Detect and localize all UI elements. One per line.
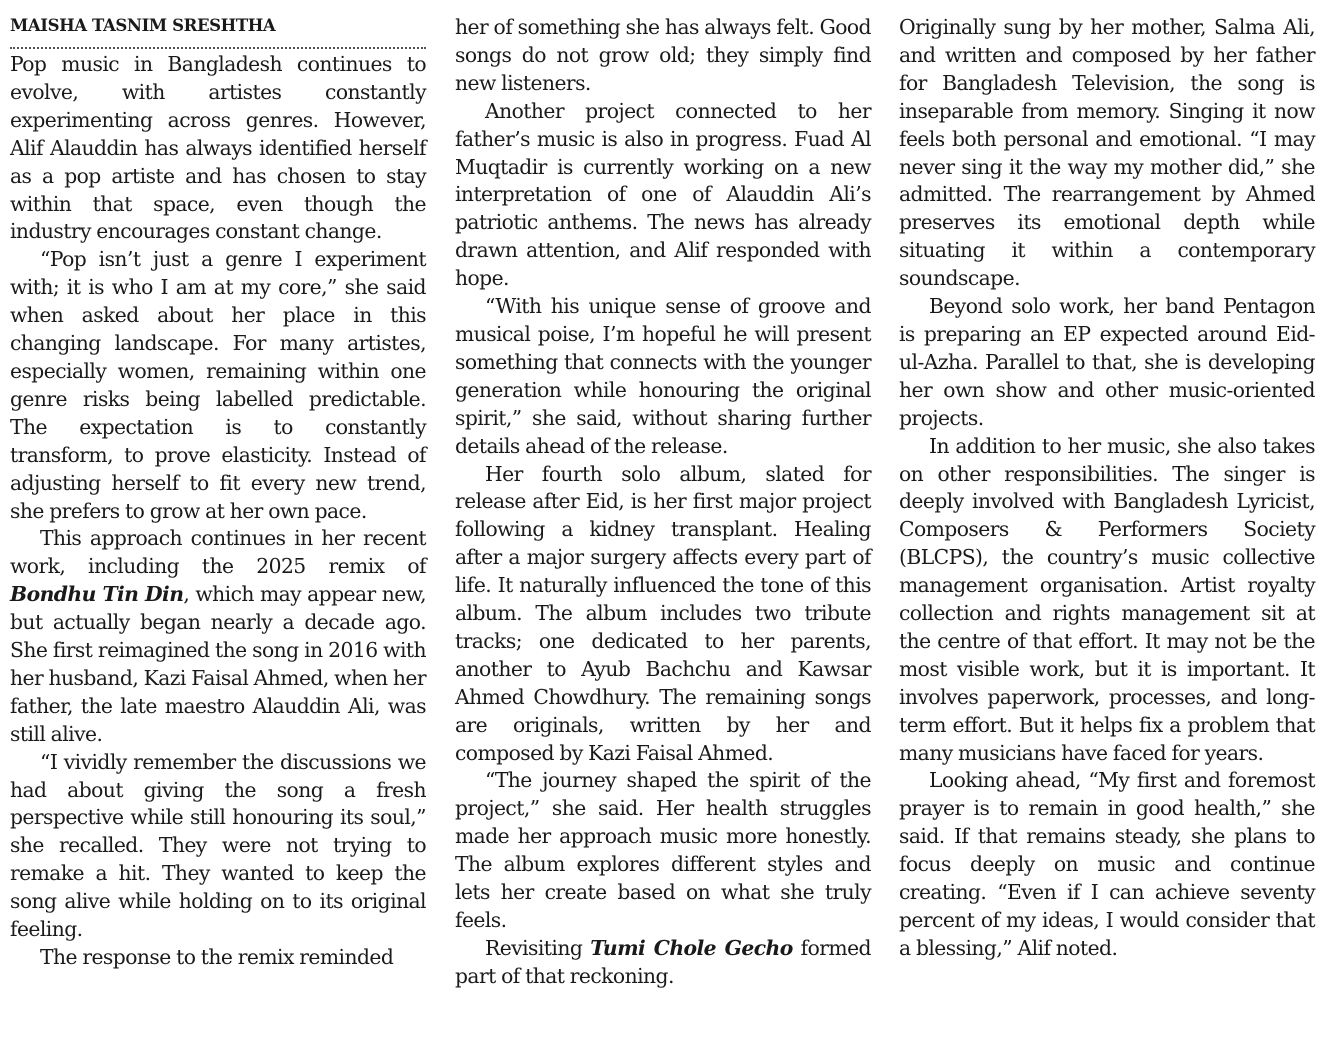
paragraph: “Pop isn’t just a genre I experiment with; it is who I am at my core,” she said when asked about her place in this changing landscape. For many artistes, especially women, remaining within one genre risks being labelled predictable. The expectation is to constantly transform, to prove elasticity. Instead of adjusting herself to fit every new trend, she prefers to grow at her own pace. [10,247,426,523]
paragraph-text: Revisiting [485,935,591,960]
paragraph: “With his unique sense of groove and musical poise, I’m hopeful he will present something that connects with the younger generation while honouring the original spirit,” she said, without sharing further details ahead of the release. [455,294,871,458]
article-column-2 [455,14,871,991]
byline: MAISHA TASNIM SRESHTHA [10,14,426,49]
paragraph [10,525,426,748]
song-title: Tumi Chole Gecho [590,935,793,960]
paragraph: Beyond solo work, her band Pentagon is preparing an EP expected around Eid-ul-Azha. Parallel to that, she is developing her own show and other music-oriented projects. [899,294,1315,430]
paragraph-text: , which may appear new, but actually began nearly a decade ago. She first reimagined the song in 2016 with her husband, Kazi Faisal Ahmed, when her father, the late maestro Alauddin Ali, was still alive. [10,582,426,746]
paragraph: Her fourth solo album, slated for release after Eid, is her first major project following a kidney transplant. Healing after a major surgery affects every part of life. It naturally influenced the tone of this album. The album includes two tribute tracks; one dedicated to her parents, another to Ayub Bachchu and Kawsar Ahmed Chowdhury. The remaining songs are originals, written by her and composed by Kazi Faisal Ahmed. [455,461,871,765]
paragraph [455,935,871,991]
paragraph: Another project connected to her father’s music is also in progress. Fuad Al Muqtadir is currently working on a new interpretation of one of Alauddin Ali’s patriotic anthems. The news has already drawn attention, and Alif responded with hope. [455,98,871,291]
article-column-1 [10,14,426,972]
paragraph: Pop music in Bangladesh continues to evolve, with artistes constantly experimenting across genres. However, Alif Alauddin has always identified herself as a pop artiste and has chosen to stay within that space, even though the industry encourages constant change. [10,52,426,244]
paragraph-text: formed part of that reckoning. [455,935,871,988]
paragraph: “The journey shaped the spirit of the project,” she said. Her health struggles made her approach music more honestly. The album explores different styles and lets her create based on what she truly feels. [455,768,871,932]
paragraph: her of something she has always felt. Good songs do not grow old; they simply find new listeners. [455,15,871,95]
song-title: Bondhu Tin Din [10,582,184,607]
paragraph: “I vividly remember the discussions we had about giving the song a fresh perspective while still honouring its soul,” she recalled. They were not trying to remake a hit. They wanted to keep the song alive while holding on to its original feeling. [10,749,426,942]
paragraph: The response to the remix reminded [40,945,394,969]
paragraph: In addition to her music, she also takes on other responsibilities. The singer is deeply involved with Bangladesh Lyricist, Composers & Performers Society (BLCPS), the country’s music collective management organisation. Artist royalty collection and rights management sit at the centre of that effort. It may not be the most visible work, but it is important. It involves paperwork, processes, and long-term effort. But it helps fix a problem that many musicians have faced for years. [899,433,1315,765]
paragraph: Looking ahead, “My first and foremost prayer is to remain in good health,” she said. If that remains steady, she plans to focus deeply on music and continue creating. “Even if I can achieve seventy percent of my ideas, I would consider that a blessing,” Alif noted. [899,768,1315,960]
paragraph-text: This approach continues in her recent work, including the 2025 remix of [10,526,426,579]
paragraph: Originally sung by her mother, Salma Ali, and written and composed by her father for Bangladesh Television, the song is inseparable from memory. Singing it now feels both personal and emotional. “I may never sing it the way my mother did,” she admitted. The rearrangement by Ahmed preserves its emotional depth while situating it within a contemporary soundscape. [899,15,1315,291]
article-column-3 [899,14,1315,963]
